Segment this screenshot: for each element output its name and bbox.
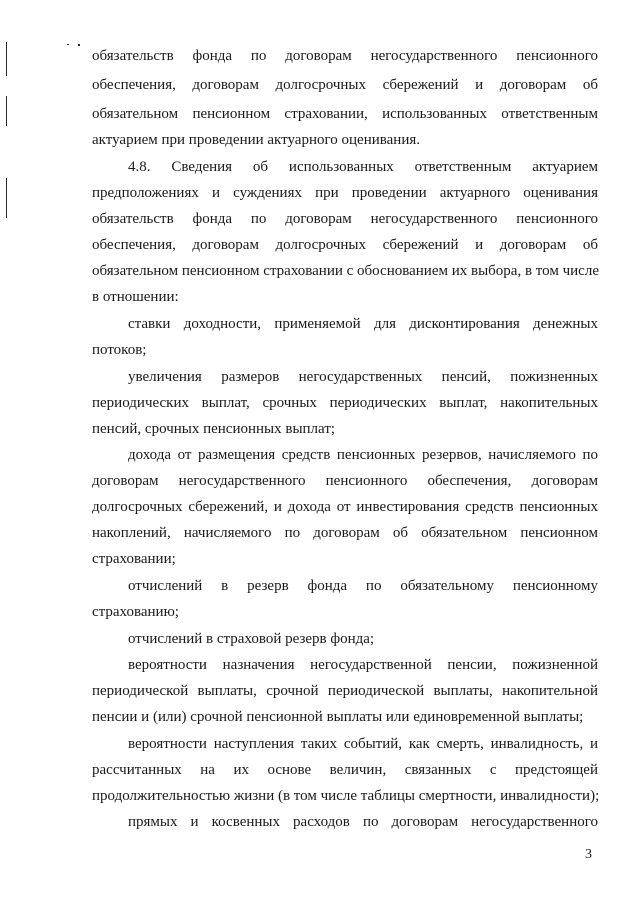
text-line: предположениях и суждениях при проведении актуарного оценивания bbox=[92, 185, 598, 201]
list-item-line: прямых и косвенных расходов по договорам негосударственного bbox=[128, 814, 598, 830]
list-item-line: дохода от размещения средств пенсионных резервов, начисляемого по bbox=[128, 447, 598, 463]
text-line: пенсии и (или) срочной пенсионной выплаты или единовременной выплаты; bbox=[92, 709, 584, 725]
text-line: обязательств фонда по договорам негосударственного пенсионного bbox=[92, 211, 598, 227]
text-line: периодических выплат, срочных периодических выплат, накопительных bbox=[92, 395, 598, 411]
section-heading-line: 4.8. Сведения об использованных ответственным актуарием bbox=[128, 159, 598, 175]
text-line: пенсий, срочных пенсионных выплат; bbox=[92, 421, 336, 437]
text-line: обязательств фонда по договорам негосударственного пенсионного bbox=[92, 48, 598, 64]
text-line: обязательном пенсионном страховании с обоснованием их выбора, в том числе bbox=[92, 263, 599, 279]
text-line: страхованию; bbox=[92, 604, 179, 620]
scan-mark-left-2 bbox=[6, 96, 7, 126]
list-item-line: вероятности назначения негосударственной пенсии, пожизненной bbox=[128, 657, 598, 673]
scan-mark-left-3 bbox=[6, 178, 7, 218]
page-number: 3 bbox=[585, 847, 592, 862]
text-line: обязательном пенсионном страховании, использованных ответственным bbox=[92, 106, 598, 122]
text-line: обеспечения, договорам долгосрочных сбережений и договорам об bbox=[92, 77, 598, 93]
text-line: обеспечения, договорам долгосрочных сбережений и договорам об bbox=[92, 237, 598, 253]
list-item-line: отчислений в страховой резерв фонда; bbox=[128, 631, 375, 647]
list-item-line: вероятности наступления таких событий, как смерть, инвалидность, и bbox=[128, 736, 598, 752]
text-line: потоков; bbox=[92, 342, 147, 358]
scan-mark-left-1 bbox=[6, 42, 7, 76]
text-line: накоплений, начисляемого по договорам об обязательном пенсионном bbox=[92, 525, 598, 541]
scan-mark-top-dot-1 bbox=[67, 44, 69, 45]
text-line: рассчитанных на их основе величин, связанных с предстоящей bbox=[92, 762, 598, 778]
scan-mark-top-dot-2 bbox=[78, 44, 80, 46]
text-line: договорам негосударственного пенсионного обеспечения, договорам bbox=[92, 473, 598, 489]
text-line: периодической выплаты, срочной периодической выплаты, накопительной bbox=[92, 683, 598, 699]
text-line: продолжительностью жизни (в том числе таблицы смертности, инвалидности); bbox=[92, 788, 600, 804]
text-line: долгосрочных сбережений, и дохода от инвестирования средств пенсионных bbox=[92, 499, 598, 515]
list-item-line: ставки доходности, применяемой для дисконтирования денежных bbox=[128, 316, 598, 332]
text-line: в отношении: bbox=[92, 289, 179, 305]
text-line: страховании; bbox=[92, 551, 176, 567]
text-line: актуарием при проведении актуарного оценивания. bbox=[92, 132, 421, 148]
list-item-line: отчислений в резерв фонда по обязательному пенсионному bbox=[128, 578, 598, 594]
list-item-line: увеличения размеров негосударственных пенсий, пожизненных bbox=[128, 369, 598, 385]
